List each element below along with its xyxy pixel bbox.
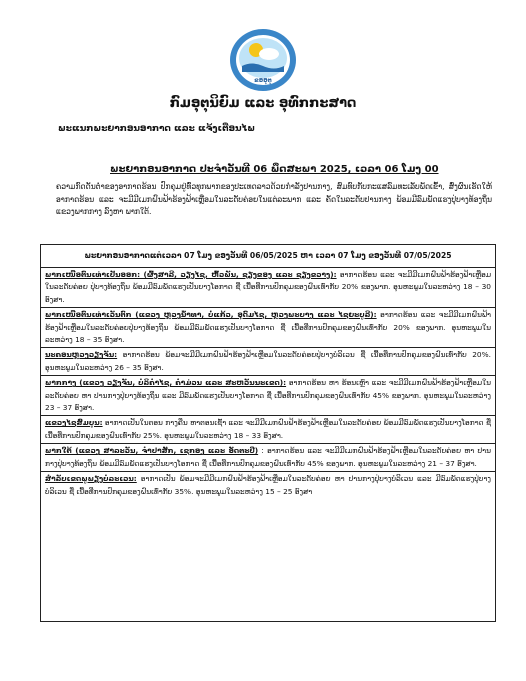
region-north-west (41, 308, 495, 348)
forecast-table (40, 244, 496, 622)
ministry-title: ກົມອຸຕຸນິຍົມ ແລະ ອຸທົກກະສາດ (169, 96, 357, 111)
region-central (41, 376, 495, 416)
department-name: ພະແນກພະຍາກອນອາກາດ ແລະ ແຈ້ງເຕືອນໄພ (58, 124, 256, 134)
region-text: : ອາກາດຮ້ອນ ແລະ ຈະມີມີເມກຝົນຟ້າຮ້ອງຟ້າເຫຼືອມໃນລະດັບຄ່ອຍ ຫາ ປານກາງປຸ່ບາງທ້ອງຖິ່ນ ພ້ອມມີລົມພັດແຮງເປັນບາງໂອກາດ ຊື່ ເນື້ອທີ່ການປົກຄຸມຂອງຝົນເທົ່າກັບ 45% ຂອງພາກ. ອຸນຫະພູມໃນລະຫວ່າງ 21 – 37 ອົງສາ. (45, 446, 491, 468)
forecast-headline: ພະຍາກອນອາກາດ ປະຈຳວັນທີ 06 ພຶດສະພາ 2025, ເວລາ 06 ໂມງ 00 (110, 164, 439, 175)
region-text: ອາກາດຮ້ອນ ແລະ ຈະມີມີເມກຝົນຟ້າຮ້ອງຟ້າເຫຼືອມໃນລະດັບຄ່ອຍປຸ່ບາງທ້ອງຖິ່ນ ພ້ອມມີລົມພັດແຮງເປັນບາງໂອກາດ ຊື່ ເນື້ອທີ່ການປົກຄຸມຂອງຝົນເທົ່າກັບ 20% ຂອງພາກ. ອຸນຫະພູມໃນລະຫວ່າງ 18 – 35 ອົງສາ. (45, 310, 492, 345)
region-name: ພາກກາງ (ແຂວງ ວຽງຈັນ, ບໍລິຄຳໄຊ, ຄຳມ່ວນ ແລະ ສະຫວັນນະເຂດ): (45, 378, 287, 388)
region-name: ນະຄອນຫຼວງວຽງຈັນ: (45, 350, 118, 360)
region-name: ສຳລັບເຂດພູພຽງບໍລະເວນ: (45, 474, 137, 484)
region-text: ອາກາດຮ້ອນ ຫາ ຮ້ອນເຫຼົາ ແລະ ຈະມີມີເມກຝົນຟ້າຮ້ອງຟ້າເຫຼືອມໃນລະດັບຄ່ອຍ ຫາ ປານກາງປຸ່ບາງທ້ອງຖິ່ນ ແລະ ມີລົມພັດແຮງເປັນບາງໂອກາດ ຊື່ ເນື້ອທີ່ການປົກຄຸມຂອງຝົນເທົ່າກັບ 45% ຂອງພາກ. ອຸນຫະພູມໃນລະຫວ່າງ 23 – 37 ອົງສາ. (45, 378, 491, 413)
region-name: ພາກເໜືອຕົນເທ່າເປັນອອກ: (ຜົ້ງສາລີ, ວຽງໄຊ, ຫົ້ວພັນ, ຊຽງຂອງ ແລະ ຊຽງຂວາງ): (45, 270, 337, 279)
region-xaisomboun (41, 416, 495, 444)
logo-cloud-icon (259, 48, 279, 60)
region-south (41, 444, 495, 472)
region-name: ພາກໃຕ້ (ແຂວງ ສາລະວັນ, ຈຳປາສັກ, ເຊກອງ ແລະ ອັດຕະປື) (45, 446, 259, 456)
region-text: ອາກາດຮ້ອນ ແລະ ຈະມີມີເມກຝົນຟ້າຮ້ອງຟ້າເຫຼືອມໃນລະດັບຄ່ອຍ ປຸ່ບາງທ້ອງຖິ່ນ ພ້ອມມີລົມພັດແຮງເປັນບາງໂອກາດ ຊື່ ເນື້ອທີ່ການປົກຄຸມຂອງຝົນເທົ່າກັບ 20% ຂອງພາກ. ອຸນຫະພູມໃນລະຫວ່າງ 18 – 30 ອົງສາ. (45, 270, 492, 304)
region-plateau (41, 472, 495, 499)
region-north-east (41, 268, 495, 308)
region-vientiane-capital (41, 348, 495, 376)
region-text: ອາກາດເປັນໃນຕອນ ກາງຄືນ ຫາຕອນເຊົ້າ ແລະ ຈະມີມີເມກຝົນຟ້າຮ້ອງຟ້າເຫຼືອມໃນລະດັບຄ່ອຍ ພ້ອມມີລົມພັດແຮງເປັນບາງໂອກາດ ຊື່ ເນື້ອທີ່ການປົກຄຸມຂອງຝົນເທົ່າກັບ 25%. ອຸນຫະພູມໃນລະຫວ່າງ 18 – 33 ອົງສາ. (45, 418, 492, 440)
svg-text:ຂອອຸຕຸ: ຂອອຸຕຸ (254, 77, 272, 84)
region-name: ພາກເໜືອຕົນເທ່າເວັນຕົກ (ແຂວງ ຫຼວງນ້ຳທາ, ບໍ່ແກ້ວ, ອຸດົມໄຊ, ຫຼວງພະບາງ ແລະ ໄຊຍະບູລີ): (45, 310, 377, 320)
region-text: ອາກາດຮ້ອນ ພ້ອມຈະມີມີເມກຝົນຟ້າຮ້ອງຟ້າເຫຼືອມໃນລະດັບຄ່ອຍປຸ່ບາງບໍລິເວນ ຊື່ ເນື້ອທີ່ການປົກຄຸມຂອງຝົນເທົ່າກັບ 20%. ອຸນຫະພູມໃນລະຫວ່າງ 26 – 35 ອົງສາ. (45, 350, 491, 372)
region-text: ອາກາດເປັນ ພ້ອມຈະມີມີເມກຝົນຟ້າຮ້ອງຟ້າເຫຼືອມໃນລະດັບຄ່ອຍ ຫາ ປານກາງປຸ່ບາງບໍລິເວນ ແລະ ມີລົມພັດແຮງປຸ່ບາງບໍລິເວນ ຊື່ ເນື້ອທີ່ການປົກຄຸມຂອງຝົນເທົ່າກັບ 35%. ອຸນຫະພູມໃນລະຫວ່າງ 15 – 25 ອົງສາ (45, 474, 491, 496)
forecast-intro: ຄວາມກົດດັນຕ່ຳຂອງອາກາດຮ້ອນ ປົກຄຸມຢູ່ທົ່ວທຸກພາກຂອງປະເທດລາວດ້ວຍກຳລັງປານກາງ, ສົມທົບກັບກະແສລົມທະເລັບພັດເຂົ້າ, ສົ່ງຜົນເຮັດໃຫ້ ອາກາດຮ້ອນ ແລະ ຈະມີມີເມກຝົນຟ້າຮ້ອງຟ້າເຫຼືອມໃນລະດັບຄ່ອຍໃນແຕ່ລະພາກ ແລະ ຄັດໃນລະດັບປານກາງ ພ້ອມມີລົມພັດແຮງປຸ່ບາງທ້ອງຖິ່ນ ແຂວງພາກກາງ ລົງຫາ ພາກໃຕ້. (56, 182, 492, 217)
forecast-period: ພະຍາກອນອາກາດແຕ່ເວລາ 07 ໂມງ ຂອງວັນທີ 06/05/2025 ຫາ ເວລາ 07 ໂມງ ຂອງວັນທີ 07/05/2025 (41, 245, 495, 268)
region-name: ແຂວງໄຊສົມບູນ: (45, 418, 103, 428)
department-logo (226, 26, 300, 94)
